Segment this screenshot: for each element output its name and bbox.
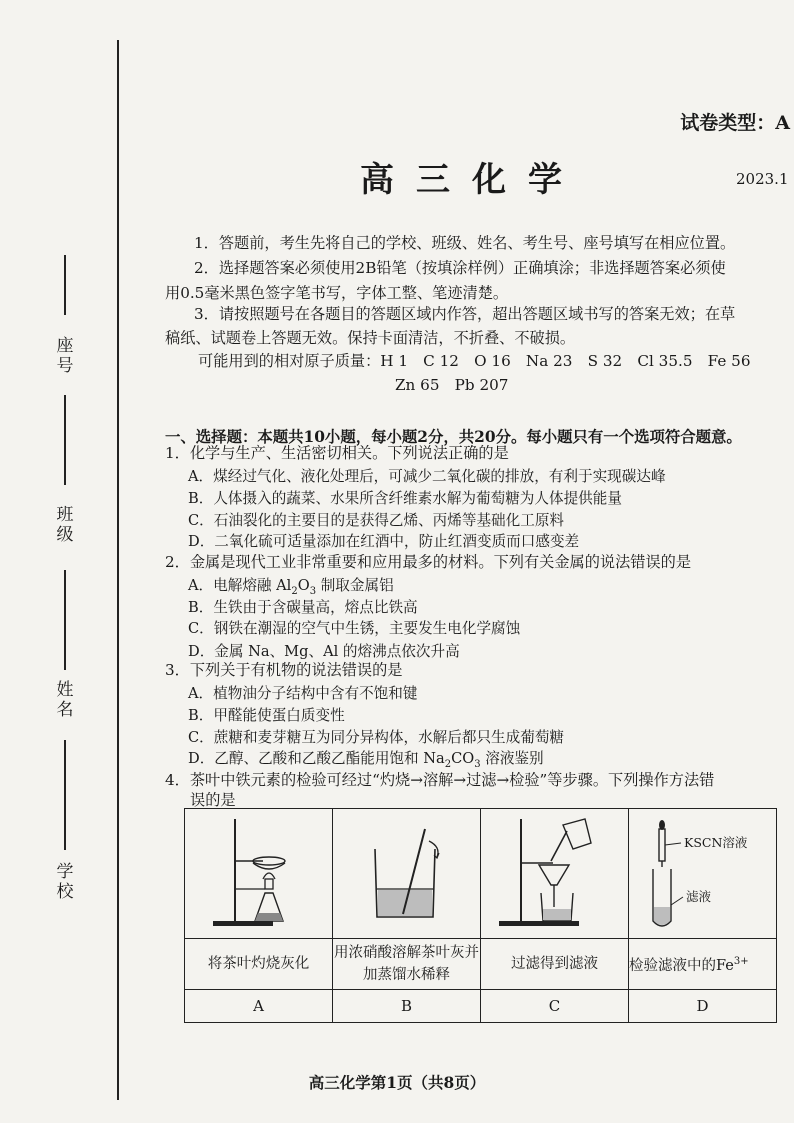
question-4-stem-cont: 误的是 (190, 791, 236, 809)
kscn-label: KSCN溶液 (684, 835, 748, 850)
instruction-3-cont: 稿纸、试题卷上答题无效。保持卡面清洁，不折叠、不破损。 (165, 329, 576, 347)
filtration-apparatus-icon (481, 809, 628, 934)
name-label: 姓名 (56, 680, 74, 720)
question-3-option-d: D．乙醇、乙酸和乙酸乙酯能用饱和 $Na_2CO_3$ 溶液鉴别 (188, 750, 544, 770)
instruction-2-cont: 用0.5毫米黑色签字笔书写，字体工整、笔迹清楚。 (165, 284, 509, 302)
option-letter-d: D (629, 990, 777, 1023)
class-blank-line-lower (64, 570, 66, 670)
question-3-option-b: B．甲醛能使蛋白质变性 (188, 707, 345, 724)
apparatus-a-caption: 将茶叶灼烧灰化 (185, 939, 333, 990)
seat-label: 座号 (56, 336, 74, 376)
name-blank-line (64, 740, 66, 850)
page-title: 高三化学 (360, 160, 584, 200)
dropper-test-tube-icon (629, 809, 776, 934)
option-letter-c: C (481, 990, 629, 1023)
beaker-stirring-icon (333, 809, 480, 934)
question-1-option-c: C．石油裂化的主要目的是获得乙烯、丙烯等基础化工原料 (188, 512, 565, 529)
apparatus-b-caption: 用浓硝酸溶解茶叶灰并加蒸馏水稀释 (333, 939, 481, 990)
question-1-option-b: B．人体摄入的蔬菜、水果所含纤维素水解为葡萄糖为人体提供能量 (188, 490, 622, 507)
page-footer: 高三化学第1页（共8页） (308, 1073, 486, 1092)
atomic-masses-cont: Zn 65 Pb 207 (395, 376, 509, 394)
exam-type: 试卷类型：A (680, 112, 790, 134)
question-1-option-a: A．煤经过气化、液化处理后，可减少二氧化碳的排放，有利于实现碳达峰 (188, 468, 666, 485)
question-2-option-a: A．电解熔融 $Al_2O_3$ 制取金属铝 (188, 577, 394, 597)
question-2-stem: 2．金属是现代工业非常重要和应用最多的材料。下列有关金属的说法错误的是 (165, 553, 692, 571)
question-2-option-d: D．金属 Na、Mg、Al 的熔沸点依次升高 (188, 643, 460, 660)
question-2-option-b: B．生铁由于含碳量高，熔点比铁高 (188, 599, 418, 616)
apparatus-b-image (333, 809, 481, 939)
school-label: 学校 (56, 862, 74, 902)
question-3-option-a: A．植物油分子结构中含有不饱和键 (188, 685, 418, 702)
instruction-2: 2．选择题答案必须使用2B铅笔（按填涂样例）正确填涂；非选择题答案必须使 (194, 259, 726, 277)
ignition-apparatus-icon (185, 809, 332, 934)
apparatus-d-caption: 检验滤液中的$Fe^{3+}$ (629, 939, 777, 990)
apparatus-c-image (481, 809, 629, 939)
apparatus-a-image (185, 809, 333, 939)
class-blank-line-upper (64, 395, 66, 485)
instruction-3: 3．请按照题号在各题目的答题区域内作答，超出答题区域书写的答案无效；在草 (194, 305, 736, 323)
option-letter-a: A (185, 990, 333, 1023)
question-1-stem: 1．化学与生产、生活密切相关。下列说法正确的是 (165, 444, 509, 462)
exam-date: 2023.1 (736, 170, 789, 188)
binding-line (117, 40, 119, 1100)
question-3-option-c: C．蔗糖和麦芽糖互为同分异构体，水解后都只生成葡萄糖 (188, 729, 565, 746)
atomic-masses: 可能用到的相对原子质量：H 1 C 12 O 16 Na 23 S 32 Cl 35.5 Fe 56 (198, 352, 751, 370)
question-3-stem: 3．下列关于有机物的说法错误的是 (165, 661, 403, 679)
question-1-option-d: D．二氧化硫可适量添加在红酒中，防止红酒变质而口感变差 (188, 533, 580, 550)
question-4-stem: 4．茶叶中铁元素的检验可经过“灼烧→溶解→过滤→检验”等步骤。下列操作方法错 (165, 771, 715, 789)
seat-blank-line (64, 255, 66, 315)
question-2-option-c: C．钢铁在潮湿的空气中生锈，主要发生电化学腐蚀 (188, 620, 521, 637)
instruction-1: 1．答题前，考生先将自己的学校、班级、姓名、考生号、座号填写在相应位置。 (194, 234, 736, 252)
class-label: 班级 (56, 505, 74, 545)
filtrate-label: 滤液 (686, 889, 712, 904)
apparatus-d-image (629, 809, 777, 939)
apparatus-c-caption: 过滤得到滤液 (481, 939, 629, 990)
section-title: 一、选择题：本题共10小题，每小题2分，共20分。每小题只有一个选项符合题意。 (165, 428, 742, 446)
apparatus-table (184, 808, 777, 1023)
option-letter-b: B (333, 990, 481, 1023)
